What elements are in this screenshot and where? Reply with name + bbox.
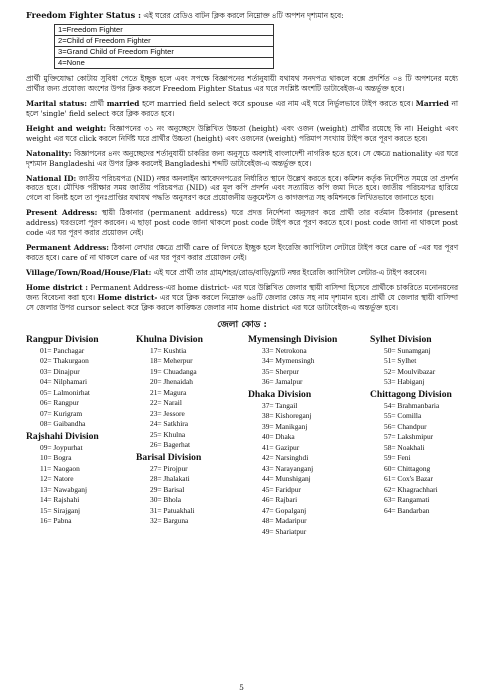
district-item: 16= Pabna bbox=[40, 516, 72, 526]
district-item: 02= Thakurgaon bbox=[40, 356, 89, 366]
district-item: 30= Bhola bbox=[150, 495, 182, 505]
district-item: 54= Brahmanbaria bbox=[384, 400, 440, 410]
district-item: 42= Narsinghdi bbox=[262, 453, 309, 463]
district-item: 37= Tangail bbox=[262, 400, 298, 410]
district-item: 08= Gaibandha bbox=[40, 419, 86, 429]
national-id-text: জাতীয় পরিচয়পত্র (NID) নম্বর অনলাইন আবেদনপত্রের নির্ধারিত স্থানে উল্লেখ করতে হবে। কমিশন কর্তৃক নির্দেশিত সময়ে তা প্রদর্শন করতে হবে। মৌখিক পরীক্ষার সময় জাতীয় পরিচয়পত্র (NID) এর মূল কপি প্রদর্শন এবং সত্যায়িত কপি জমা দিতে হবে। জাতীয় পরিচয়পত্র হারিয়ে গেলে বা বিনষ্ট হলে তা পুনঃপ্রাপ্তির যথাযথ পদ্ধতি অনুসরণ করে প্রয়োজনীয় ডকুমেন্টস ও কাগজপত্র সহ কমিশনকে লিখিতভাবে জানাতে হবে। bbox=[26, 173, 458, 203]
district-item: 20= Jhenaidah bbox=[150, 377, 193, 387]
district-item: 47= Gopalganj bbox=[262, 505, 307, 515]
district-item: 15= Sirajganj bbox=[40, 505, 81, 515]
district-column bbox=[370, 333, 452, 517]
district-item: 29= Barisal bbox=[150, 484, 185, 494]
district-item: 57= Lakshmipur bbox=[384, 432, 434, 442]
district-item: 10= Bogra bbox=[40, 453, 72, 463]
district-item: 49= Shariatpur bbox=[262, 526, 307, 536]
district-item: 05= Lalmonirhat bbox=[40, 387, 90, 397]
district-item: 18= Meherpur bbox=[150, 356, 193, 366]
district-item: 28= Jhalakati bbox=[150, 474, 190, 484]
paragraph-home-district bbox=[26, 283, 458, 313]
district-item: 12= Natore bbox=[40, 474, 74, 484]
paragraph-permanent-address bbox=[26, 243, 458, 263]
division-heading: Barisal Division bbox=[136, 451, 202, 463]
option-none: 4=None bbox=[58, 58, 85, 68]
district-item: 40= Dhaka bbox=[262, 432, 295, 442]
home-district-lead: Home district : bbox=[26, 282, 88, 292]
district-item: 31= Patuakhali bbox=[150, 505, 195, 515]
district-item: 62= Khagrachhari bbox=[384, 484, 438, 494]
freedom-fighter-title: Freedom Fighter Status : bbox=[26, 10, 142, 20]
freedom-fighter-heading bbox=[26, 10, 458, 21]
district-item: 27= Pirojpur bbox=[150, 463, 188, 473]
district-item: 22= Narail bbox=[150, 398, 182, 408]
national-id-lead: National ID: bbox=[26, 173, 77, 183]
present-address-text: স্থায়ী ঠিকানার (permanent address) ঘরে প্রদত্ত নির্দেশনা অনুসরণ করে প্রার্থী তার বর্তমান ঠিকানার (present address) ঘরগুলো পূরণ করবেন। এ ছাড়া post code জানা থাকলে post code টাইপ করে পূরণ করতে হবে। post code জানা না থাকলে post code এর ঘর পূরণ করার প্রয়োজন নেই। bbox=[26, 208, 459, 238]
district-item: 06= Rangpur bbox=[40, 398, 79, 408]
married-keyword: married bbox=[106, 99, 140, 108]
home-district-text-1: Permanent Address-এর home district- এর ঘরে উল্লিখিত জেলার স্থায়ী বাসিন্দা হিসেবে প্রার্থীকে চাকরিতে মনোনয়নের জন্য বিবেচনা করা হবে। bbox=[26, 282, 458, 302]
marital-text-1: প্রার্থী bbox=[86, 99, 107, 108]
district-item: 63= Rangamati bbox=[384, 495, 430, 505]
freedom-fighter-options-box bbox=[54, 24, 274, 69]
page-number: 5 bbox=[239, 683, 244, 692]
district-item: 59= Feni bbox=[384, 453, 411, 463]
district-column bbox=[26, 333, 99, 527]
permanent-address-text: ঠিকানা লেখার ক্ষেত্রে প্রার্থী care of লিখতে ইচ্ছুক হলে ইংরেজি ক্যাপিটাল লেটারে টাইপ করে care of -এর ঘর পূরণ করতে হবে। care of না থাকলে care of এর ঘর পূরণ করার প্রয়োজন নেই। bbox=[26, 243, 459, 262]
married-lead: Married bbox=[415, 99, 449, 108]
option-grand-child: 3=Grand Child of Freedom Fighter bbox=[55, 47, 273, 58]
district-item: 53= Habiganj bbox=[384, 377, 425, 387]
home-district-text-2: এর ঘরে ক্লিক করলে নিম্নোক্ত ৬৪টি জেলার কোড সহ নাম দৃশ্যমান হবে। প্রার্থী যে জেলার স্থায়ী বাসিন্দা সে জেলার উপর cursor select করে ক্লিক করলে কাঙ্ক্ষিত জেলার নাম home district এর ঘরে ডাটাবেইজ-এ অন্তর্ভুক্ত হবে। bbox=[26, 292, 458, 312]
home-district-lead-2: Home district- bbox=[97, 292, 158, 302]
district-item: 46= Rajbari bbox=[262, 495, 298, 505]
district-item: 26= Bagerhat bbox=[150, 440, 191, 450]
district-item: 23= Jessore bbox=[150, 408, 185, 418]
nationality-lead: Natonality: bbox=[26, 148, 72, 158]
option-child: 2=Child of Freedom Fighter bbox=[55, 36, 273, 47]
paragraph-height-weight bbox=[26, 124, 458, 144]
district-item: 41= Gazipur bbox=[262, 442, 300, 452]
district-item: 64= Bandarban bbox=[384, 505, 430, 515]
paragraph-freedom-fighter: প্রার্থী মুক্তিযোদ্ধা কোটায় সুবিধা পেতে ইচ্ছুক হলে এবং সপক্ষে বিজ্ঞাপনের শর্তানুযায়ী যথাযথ সনদপত্র থাকলে বক্সে প্রদর্শিত ০৪ টি অপশনের মধ্যে প্রার্থীর জন্য প্রযোজ্য অংশের উপর ক্লিক করলে Freedom Fighter Status এর ঘরে সংশ্লিষ্ট অংশটি ডাটাবেইজ-এ অন্তর্ভুক্ত হবে। bbox=[26, 74, 458, 94]
district-item: 01= Panchagar bbox=[40, 345, 85, 355]
zila-code-title: জেলা কোড : bbox=[217, 319, 267, 330]
height-weight-lead: Height and weight: bbox=[26, 123, 107, 133]
district-item: 04= Nilphamari bbox=[40, 377, 88, 387]
paragraph-marital-status bbox=[26, 99, 458, 119]
district-item: 39= Manikganj bbox=[262, 421, 308, 431]
district-item: 58= Noakhali bbox=[384, 442, 425, 452]
district-item: 17= Kushtia bbox=[150, 345, 187, 355]
district-column bbox=[136, 333, 203, 527]
district-item: 07= Kurigram bbox=[40, 408, 83, 418]
freedom-fighter-desc: এই ঘরের রেডিও বাটন ক্লিক করলে নিম্নোক্ত ৪টি অপশন দৃশ্যমান হবে: bbox=[141, 11, 344, 20]
district-item: 45= Faridpur bbox=[262, 484, 301, 494]
document-page bbox=[26, 10, 458, 588]
village-text: এই ঘরে প্রার্থী তার গ্রাম/শহর/রোড/বাড়ি/ফ্ল্যাট নম্বর ইংরেজি ক্যাপিটাল লেটার-এ টাইপ করবেন। bbox=[151, 267, 427, 277]
nationality-text: বিজ্ঞাপনের ৪নং অনুচ্ছেদের শর্তানুযায়ী চাকরির জন্য অনুসূচে অবশ্যই বাংলাদেশী নাগরিক হতে হবে। সে ক্ষেত্রে nationality এর ঘরে দৃশ্যমান Bangladeshi এর উপর ক্লিক করলেই Bangladeshi শব্দটি ডাটাবেইজ-এ অন্তর্ভুক্ত হবে। bbox=[26, 148, 458, 168]
district-item: 36= Jamalpur bbox=[262, 377, 303, 387]
district-column bbox=[248, 333, 337, 538]
district-item: 48= Madaripur bbox=[262, 516, 307, 526]
district-item: 50= Sunamganj bbox=[384, 345, 431, 355]
district-item: 32= Barguna bbox=[150, 516, 189, 526]
division-heading: Rangpur Division bbox=[26, 333, 99, 345]
paragraph-nationality bbox=[26, 149, 458, 169]
option-freedom-fighter: 1=Freedom Fighter bbox=[55, 25, 273, 36]
paragraph-present-address bbox=[26, 208, 458, 238]
division-heading: Dhaka Division bbox=[248, 388, 312, 400]
district-code-grid bbox=[26, 333, 458, 588]
permanent-address-lead: Permanent Address: bbox=[26, 243, 109, 253]
district-item: 24= Satkhira bbox=[150, 419, 189, 429]
district-item: 21= Magura bbox=[150, 387, 187, 397]
district-item: 14= Rajshahi bbox=[40, 495, 80, 505]
division-heading: Rajshahi Division bbox=[26, 430, 99, 442]
division-heading: Khulna Division bbox=[136, 333, 203, 345]
district-item: 33= Netrokona bbox=[262, 345, 307, 355]
paragraph-village bbox=[26, 268, 458, 278]
district-item: 03= Dinajpur bbox=[40, 366, 80, 376]
district-item: 51= Sylhet bbox=[384, 356, 417, 366]
marital-text-3: না হলে 'single' field select করে ক্লিক করতে হবে। bbox=[26, 99, 458, 118]
district-item: 52= Moulvibazar bbox=[384, 366, 436, 376]
height-weight-text: বিজ্ঞাপনের ৩১ নং অনুচ্ছেদে উল্লিখিত উচ্চতা (height) এবং ওজন (weight) প্রার্থীর রয়েছে কি না। Height এবং weight এর ঘরে click করলে নির্দিষ্ট ঘরে প্রার্থীর উচ্চতা (height) এবং ওজনের (weight) পরিমাপ সংখ্যায় টাইপ করে পূরণ করতে হবে। bbox=[26, 123, 458, 143]
district-item: 61= Cox's Bazar bbox=[384, 474, 434, 484]
district-item: 38= Kishoreganj bbox=[262, 411, 312, 421]
district-item: 35= Sherpur bbox=[262, 366, 299, 376]
district-item: 56= Chandpur bbox=[384, 421, 427, 431]
district-item: 34= Mymensingh bbox=[262, 356, 315, 366]
district-item: 44= Munshiganj bbox=[262, 474, 311, 484]
district-item: 55= Comilla bbox=[384, 411, 422, 421]
present-address-lead: Present Address: bbox=[26, 208, 98, 218]
district-item: 60= Chittagong bbox=[384, 463, 431, 473]
district-item: 13= Nawabganj bbox=[40, 484, 88, 494]
district-item: 25= Khulna bbox=[150, 429, 186, 439]
marital-text-2: হলে married field select করে spouse এর নাম এই ঘরে নির্ভুলভাবে টাইপ করতে হবে। bbox=[139, 99, 416, 108]
district-item: 43= Narayanganj bbox=[262, 463, 314, 473]
district-item: 19= Chuadanga bbox=[150, 366, 197, 376]
division-heading: Sylhet Division bbox=[370, 333, 432, 345]
division-heading: Chittagong Division bbox=[370, 388, 452, 400]
district-item: 11= Naogaon bbox=[40, 463, 80, 473]
marital-status-lead: Marital status: bbox=[26, 99, 87, 108]
village-lead: Village/Town/Road/House/Flat: bbox=[26, 267, 152, 277]
district-item: 09= Joypurhat bbox=[40, 442, 83, 452]
division-heading: Mymensingh Division bbox=[248, 333, 338, 345]
paragraph-national-id bbox=[26, 174, 458, 204]
